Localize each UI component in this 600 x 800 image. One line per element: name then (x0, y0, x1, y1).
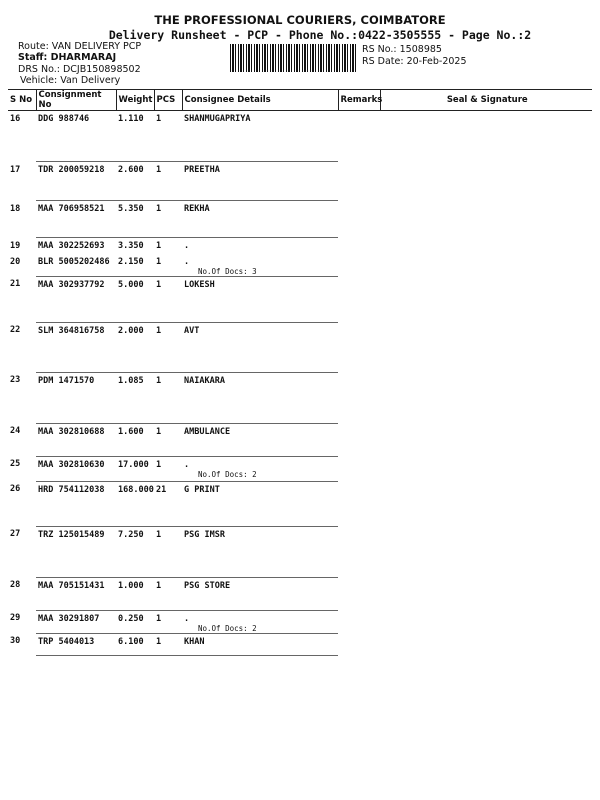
row-consignee: . (184, 241, 190, 251)
row-consignment: PDM 1471570 (36, 372, 116, 423)
row-remarks (338, 577, 380, 610)
row-signature (380, 577, 592, 610)
row-remarks (338, 633, 380, 655)
row-consignee: . No.Of Docs: 2 (182, 456, 338, 481)
table-row (8, 633, 592, 655)
row-signature (380, 162, 592, 201)
table-row (8, 372, 592, 423)
row-pcs: 1 (154, 322, 182, 372)
row-weight: 2.600 (116, 162, 154, 201)
row-consignment: BLR 5005202486 (36, 254, 116, 277)
row-remarks (338, 526, 380, 577)
row-consignment: MAA 302810630 (36, 456, 116, 481)
row-consignment: HRD 754112038 (36, 481, 116, 526)
row-sno: 29 (10, 613, 21, 623)
row-weight: 2.000 (116, 322, 154, 372)
row-sno: 16 (10, 114, 21, 124)
col-weight: Weight (116, 90, 154, 111)
vehicle-label: Vehicle: Van Delivery (20, 75, 121, 86)
row-consignee: AMBULANCE (182, 423, 338, 456)
row-consignee: AVT (182, 322, 338, 372)
row-pcs: 1 (154, 111, 182, 162)
row-consignee: . No.Of Docs: 2 (182, 610, 338, 633)
row-pcs: 1 (154, 276, 182, 322)
docs-count: No.Of Docs: 3 (198, 266, 257, 276)
company-name: THE PROFESSIONAL COURIERS, COIMBATORE (154, 13, 446, 27)
runsheet-table (8, 89, 592, 656)
row-remarks (338, 372, 380, 423)
row-consignee: KHAN (182, 633, 338, 655)
row-weight: 1.085 (116, 372, 154, 423)
table-row (8, 238, 592, 254)
row-pcs: 1 (154, 633, 182, 655)
row-signature (380, 610, 592, 633)
row-remarks (338, 456, 380, 481)
row-sno: 23 (10, 375, 21, 385)
staff-label: Staff: DHARMARAJ (18, 52, 117, 63)
table-row (8, 254, 592, 277)
row-signature (380, 111, 592, 162)
row-remarks (338, 238, 380, 254)
table-row (8, 111, 592, 162)
row-signature (380, 322, 592, 372)
table-row (8, 162, 592, 201)
row-signature (380, 526, 592, 577)
col-consignment: Consignment No (36, 90, 116, 111)
row-pcs: 1 (154, 201, 182, 238)
row-weight: 5.000 (116, 276, 154, 322)
row-consignee: PSG STORE (182, 577, 338, 610)
row-consignee: SHANMUGAPRIYA (182, 111, 338, 162)
row-weight: 168.000 (116, 481, 154, 526)
row-consignment: TDR 200059218 (36, 162, 116, 201)
row-consignee: . No.Of Docs: 3 (182, 254, 338, 277)
row-remarks (338, 254, 380, 277)
table-row (8, 577, 592, 610)
row-consignment: DDG 988746 (36, 111, 116, 162)
col-consignee: Consignee Details (182, 90, 338, 111)
route-label: Route: VAN DELIVERY PCP (18, 41, 142, 52)
row-weight: 7.250 (116, 526, 154, 577)
col-remarks: Remarks (338, 90, 380, 111)
row-consignment: MAA 705151431 (36, 577, 116, 610)
rs-date: RS Date: 20-Feb-2025 (362, 56, 467, 67)
row-consignment: MAA 302937792 (36, 276, 116, 322)
row-consignment: MAA 302810688 (36, 423, 116, 456)
runsheet-subtitle: Delivery Runsheet - PCP - Phone No.:0422-3505555 - Page No.:2 (108, 28, 532, 42)
row-remarks (338, 162, 380, 201)
row-sno: 21 (10, 279, 21, 289)
row-signature (380, 372, 592, 423)
row-weight: 1.000 (116, 577, 154, 610)
docs-count: No.Of Docs: 2 (198, 623, 257, 633)
row-sno: 26 (10, 484, 21, 494)
row-signature (380, 633, 592, 655)
row-remarks (338, 111, 380, 162)
row-remarks (338, 481, 380, 526)
rs-number: RS No.: 1508985 (362, 44, 442, 55)
row-signature (380, 456, 592, 481)
row-consignment: TRP 5404013 (36, 633, 116, 655)
row-consignee: PSG IMSR (182, 526, 338, 577)
table-row (8, 456, 592, 481)
row-sno: 18 (10, 203, 21, 214)
row-consignment: MAA 30291807 (36, 610, 116, 633)
row-consignment: TRZ 125015489 (36, 526, 116, 577)
row-weight: 1.110 (116, 111, 154, 162)
col-pcs: PCS (154, 90, 182, 111)
row-remarks (338, 423, 380, 456)
col-sno: S No (8, 90, 36, 111)
drs-number: DRS No.: DCJB150898502 (18, 64, 141, 75)
table-row (8, 481, 592, 526)
barcode (230, 44, 356, 72)
docs-count: No.Of Docs: 2 (198, 469, 257, 479)
row-pcs: 1 (154, 372, 182, 423)
row-pcs: 1 (154, 577, 182, 610)
row-sno: 25 (10, 459, 21, 469)
row-consignment: MAA 302252693 (38, 241, 105, 251)
row-pcs: 1 (154, 610, 182, 633)
row-weight: 17.000 (116, 456, 154, 481)
col-seal: Seal & Signature (380, 90, 592, 111)
row-pcs: 1 (154, 423, 182, 456)
row-signature (380, 254, 592, 277)
row-signature (380, 276, 592, 322)
table-header-row (8, 90, 592, 111)
table-row (8, 201, 592, 238)
row-sno: 17 (10, 164, 21, 175)
row-remarks (338, 322, 380, 372)
row-pcs: 1 (154, 162, 182, 201)
row-remarks (338, 610, 380, 633)
row-pcs: 1 (154, 526, 182, 577)
table-row (8, 610, 592, 633)
table-row (8, 526, 592, 577)
row-consignee: G PRINT (182, 481, 338, 526)
row-consignee: REKHA (182, 201, 338, 238)
row-sno: 27 (10, 529, 21, 539)
row-consignment: SLM 364816758 (36, 322, 116, 372)
row-sno: 20 (10, 256, 21, 267)
table-row (8, 322, 592, 372)
row-sno: 22 (10, 325, 21, 335)
row-consignment: MAA 706958521 (36, 201, 116, 238)
row-consignee: NAIAKARA (182, 372, 338, 423)
row-consignee: PREETHA (182, 162, 338, 201)
row-remarks (338, 201, 380, 238)
row-weight: 1.600 (116, 423, 154, 456)
row-pcs: 1 (156, 241, 162, 251)
row-weight: 3.350 (118, 241, 144, 251)
row-pcs: 1 (154, 456, 182, 481)
row-signature (380, 423, 592, 456)
row-pcs: 21 (154, 481, 182, 526)
row-weight: 0.250 (116, 610, 154, 633)
row-remarks (338, 276, 380, 322)
row-sno: 28 (10, 580, 21, 590)
row-consignee: LOKESH (182, 276, 338, 322)
row-signature (380, 481, 592, 526)
table-row (8, 423, 592, 456)
row-pcs: 1 (154, 254, 182, 277)
row-sno: 24 (10, 426, 21, 436)
row-sno: 30 (10, 636, 21, 646)
row-sno: 19 (10, 240, 21, 251)
row-signature (380, 238, 592, 254)
row-weight: 2.150 (116, 254, 154, 277)
row-weight: 5.350 (116, 201, 154, 238)
row-signature (380, 201, 592, 238)
table-row (8, 276, 592, 322)
row-weight: 6.100 (116, 633, 154, 655)
